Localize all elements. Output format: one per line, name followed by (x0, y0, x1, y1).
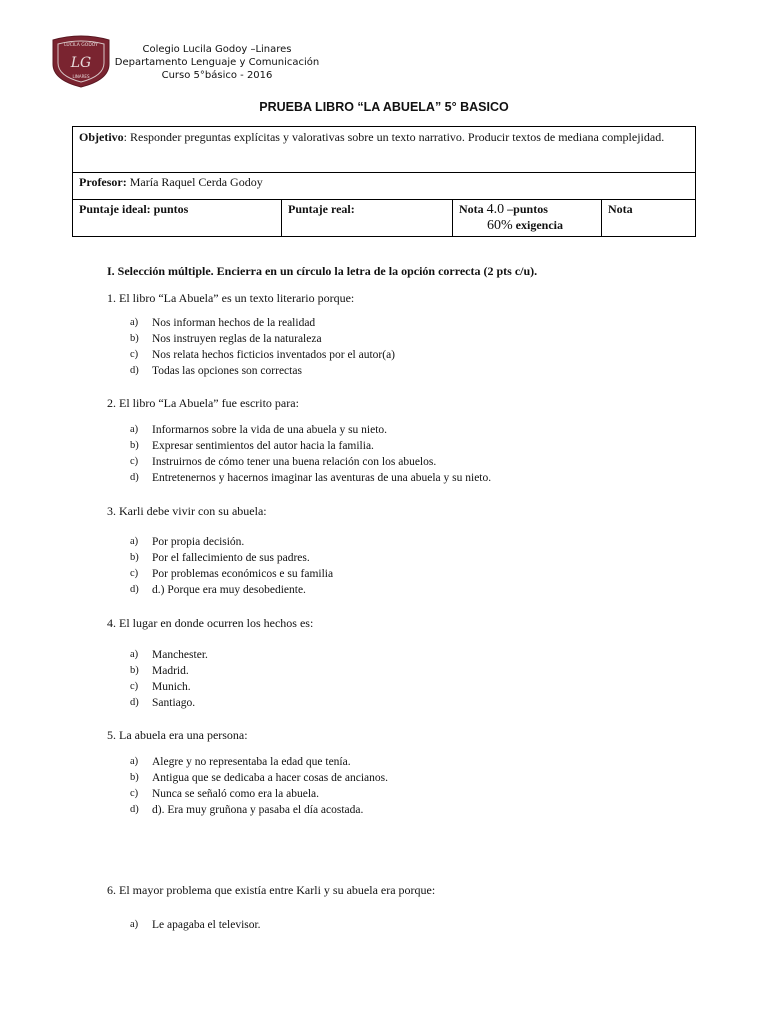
info-table (72, 126, 696, 237)
school-header (112, 43, 322, 82)
teacher-name: María Raquel Cerda Godoy (126, 175, 263, 189)
objective-cell (73, 127, 696, 173)
school-crest-logo (50, 34, 112, 88)
question-4: 4. El lugar en donde ocurren los hechos es: (107, 616, 314, 630)
objective-label: Objetivo (79, 130, 124, 144)
option[interactable]: d) Santiago. (130, 697, 196, 709)
teacher-label: Profesor: (79, 175, 127, 189)
ideal-score-label: Puntaje ideal: puntos (79, 202, 189, 216)
option[interactable]: d) Todas las opciones son correctas (130, 365, 302, 377)
grade-value: 4.0 (486, 202, 505, 217)
question-6: 6. El mayor problema que existía entre Karli y su abuela era porque: (107, 883, 436, 897)
option[interactable]: c) Nos relata hechos ficticios inventados por el autor(a) (130, 349, 396, 361)
department: Departamento Lenguaje y Comunicación (114, 57, 320, 68)
exigency-label: exigencia (512, 218, 563, 232)
question-4-options (130, 647, 208, 711)
question-6-options (130, 917, 261, 933)
final-grade-label: Nota (608, 202, 633, 216)
question-1-options (130, 315, 395, 379)
grade-label: Nota (459, 202, 487, 216)
exigency-percent: 60% (487, 218, 513, 233)
svg-text:LUCILA GODOY: LUCILA GODOY (64, 43, 98, 48)
grade-scale-cell (453, 200, 602, 237)
option[interactable]: a) Nos informan hechos de la realidad (130, 317, 316, 329)
option[interactable]: c) Instruirnos de cómo tener una buena relación con los abuelos. (130, 456, 437, 468)
objective-text: : Responder preguntas explícitas y valorativas sobre un texto narrativo. Producir textos de mediana complejidad. (123, 130, 665, 144)
svg-text:LG: LG (70, 55, 92, 71)
question-2: 2. El libro “La Abuela” fue escrito para: (107, 396, 299, 410)
section-heading: I. Selección múltiple. Encierra en un círculo la letra de la opción correcta (2 pts c/u). (107, 264, 538, 278)
grade-points: –puntos (504, 202, 548, 216)
option[interactable]: d) d.) Porque era muy desobediente. (130, 584, 306, 596)
question-3-options (130, 534, 333, 598)
option[interactable]: b) Por el fallecimiento de sus padres. (130, 552, 310, 564)
question-2-options (130, 422, 491, 486)
question-1: 1. El libro “La Abuela” es un texto literario porque: (107, 291, 355, 305)
option[interactable]: b) Antigua que se dedicaba a hacer cosas de ancianos. (130, 772, 388, 784)
teacher-cell (73, 173, 696, 200)
option[interactable]: a) Manchester. (130, 649, 208, 661)
school-name: Colegio Lucila Godoy –Linares (142, 44, 292, 55)
option[interactable]: a) Informarnos sobre la vida de una abuela y su nieto. (130, 424, 388, 436)
option[interactable]: c) Nunca se señaló como era la abuela. (130, 788, 319, 800)
option[interactable]: d) d). Era muy gruñona y pasaba el día acostada. (130, 804, 364, 816)
final-grade-cell (602, 200, 696, 237)
question-3: 3. Karli debe vivir con su abuela: (107, 504, 267, 518)
option[interactable]: c) Munich. (130, 681, 191, 693)
option[interactable]: a) Alegre y no representaba la edad que tenía. (130, 756, 351, 768)
option[interactable]: a) Le apagaba el televisor. (130, 919, 261, 931)
option[interactable]: c) Por problemas económicos e su familia (130, 568, 334, 580)
real-score-label: Puntaje real: (288, 202, 355, 216)
course: Curso 5°básico - 2016 (161, 70, 273, 81)
option[interactable]: a) Por propia decisión. (130, 536, 245, 548)
page-title: PRUEBA LIBRO “LA ABUELA” 5° BASICO (259, 100, 509, 114)
svg-text:LINARES: LINARES (72, 74, 90, 79)
option[interactable]: d) Entretenernos y hacernos imaginar las aventuras de una abuela y su nieto. (130, 472, 492, 484)
question-5: 5. La abuela era una persona: (107, 728, 248, 742)
option[interactable]: b) Expresar sentimientos del autor hacia la familia. (130, 440, 374, 452)
ideal-score-cell (73, 200, 282, 237)
option[interactable]: b) Madrid. (130, 665, 189, 677)
question-5-options (130, 754, 388, 818)
real-score-cell (282, 200, 453, 237)
option[interactable]: b) Nos instruyen reglas de la naturaleza (130, 333, 322, 345)
